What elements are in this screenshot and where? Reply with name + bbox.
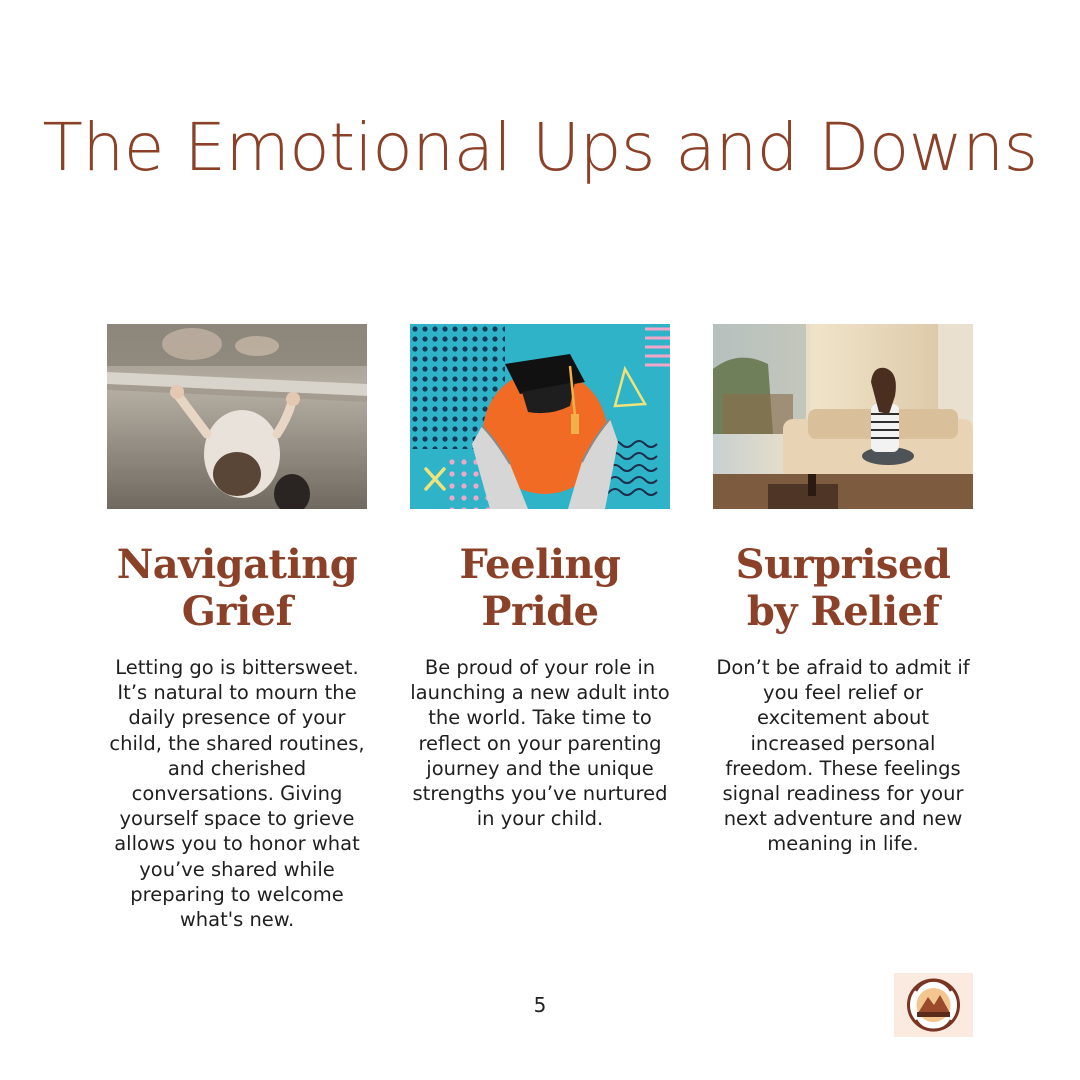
column-navigating-grief [107, 324, 367, 932]
text-feeling-pride: Be proud of your role in launching a new adult into the world. Take time to reflect on your parenting journey and the unique strengths you’ve nurtured in your child. [410, 656, 670, 831]
page-title: The Emotional Ups and Downs [42, 109, 1038, 186]
heading-feeling-pride: Feeling Pride [459, 541, 621, 635]
page-number: 5 [533, 993, 547, 1017]
baby-reaching-toward-mirror-photo [107, 324, 367, 509]
heading-navigating-grief: Navigating Grief [116, 541, 358, 635]
hands-holding-graduation-cap-collage [410, 324, 670, 509]
circular-mountain-emblem-logo [894, 973, 973, 1037]
column-surprised-by-relief [713, 324, 973, 857]
column-feeling-pride [410, 324, 670, 831]
woman-relaxing-on-sofa-photo [713, 324, 973, 509]
text-navigating-grief: Letting go is bittersweet. It’s natural to mourn the daily presence of your child, the shared routines, and cherished conversations. Giving yourself space to grieve allows you to honor what you’ve shared while preparing to welcome what's new. [109, 656, 365, 932]
text-surprised-by-relief: Don’t be afraid to admit if you feel relief or excitement about increased personal freedom. These feelings signal readiness for your next adventure and new meaning in life. [716, 656, 970, 856]
heading-surprised-by-relief: Surprised by Relief [735, 541, 951, 635]
